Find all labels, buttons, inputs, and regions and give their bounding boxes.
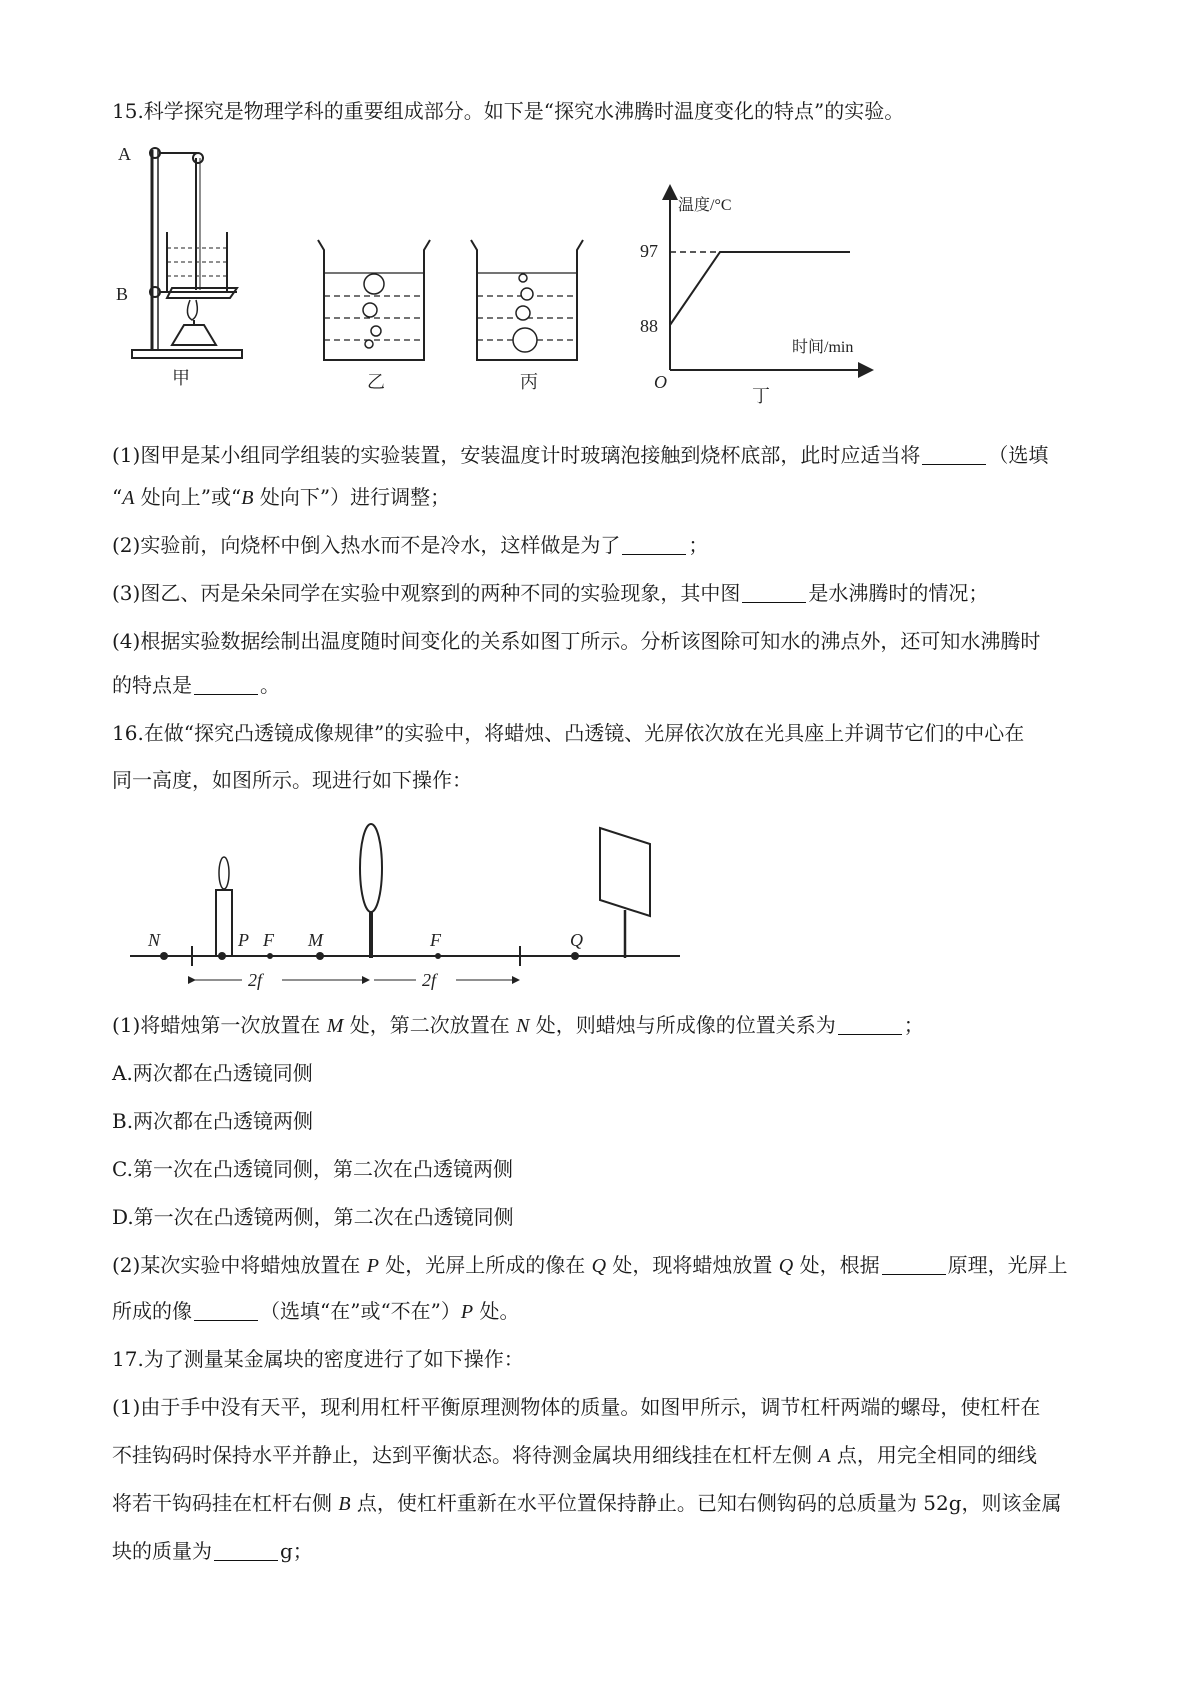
answer-blank-15-3[interactable] (742, 582, 806, 603)
q16-option-d[interactable]: D.第一次在凸透镜两侧，第二次在凸透镜同侧 (112, 1205, 514, 1229)
label-2f-left: 2f (248, 970, 263, 990)
graph-y-label: 温度/°C (678, 197, 732, 214)
label-a: A (118, 144, 131, 164)
figure-yi-beaker (312, 240, 442, 390)
label-b: B (116, 284, 129, 304)
convex-lens (360, 824, 382, 912)
q17-part1-line4: 块的质量为 g； (112, 1539, 313, 1563)
graph-temperature-line (670, 252, 850, 325)
answer-blank-15-1[interactable] (922, 444, 986, 465)
q17-part1-line2: 不挂钩码时保持水平并静止，达到平衡状态。将待测金属块用细线挂在杠杆左侧 A 点，用完全相同的细线 (112, 1443, 1037, 1467)
label-q: Q (570, 930, 583, 950)
answer-blank-17-1[interactable] (214, 1540, 278, 1561)
graph-tick-88: 88 (640, 316, 658, 336)
label-yi: 乙 (367, 372, 385, 392)
label-2f-right: 2f (422, 970, 437, 990)
q15-part1-line2: “A 处向上”或“B 处向下”）进行调整； (112, 485, 451, 509)
figure-jia-apparatus (112, 140, 262, 390)
candle (216, 890, 232, 956)
graph-tick-97: 97 (640, 241, 658, 261)
q16-option-b[interactable]: B.两次都在凸透镜两侧 (112, 1109, 314, 1133)
figure-optical-bench (130, 818, 690, 998)
q15-part2: (2)实验前，向烧杯中倒入热水而不是冷水，这样做是为了 ； (112, 533, 709, 557)
q15-part1-line1: (1)图甲是某小组同学组装的实验装置，安装温度计时玻璃泡接触到烧杯底部，此时应适当将 （选填 (112, 443, 1049, 467)
q17-stem: 17.为了测量某金属块的密度进行了如下操作： (112, 1347, 524, 1371)
answer-blank-16-3[interactable] (194, 1300, 258, 1321)
label-ding: 丁 (752, 386, 770, 406)
q17-part1-line1: (1)由于手中没有天平，现利用杠杆平衡原理测物体的质量。如图甲所示，调节杠杆两端的螺母，使杠杆在 (112, 1395, 1041, 1419)
q16-option-a[interactable]: A.两次都在凸透镜同侧 (112, 1061, 313, 1085)
q16-part1: (1)将蜡烛第一次放置在 M 处，第二次放置在 N 处，则蜡烛与所成像的位置关系为 ； (112, 1013, 924, 1037)
light-screen (600, 828, 650, 916)
q15-part3: (3)图乙、丙是朵朵同学在实验中观察到的两种不同的实验现象，其中图 是水沸腾时的情况； (112, 581, 989, 605)
label-f-right: F (430, 930, 441, 950)
answer-blank-15-4[interactable] (194, 674, 258, 695)
candle-flame (219, 857, 229, 889)
answer-blank-16-1[interactable] (838, 1014, 902, 1035)
q16-option-c[interactable]: C.第一次在凸透镜同侧，第二次在凸透镜两侧 (112, 1157, 513, 1181)
figure-ding-graph (640, 180, 880, 410)
q16-stem-line1: 16.在做“探究凸透镜成像规律”的实验中，将蜡烛、凸透镜、光屏依次放在光具座上并调节它们的中心在 (112, 721, 1025, 745)
answer-blank-16-2[interactable] (882, 1254, 946, 1275)
figure-bing-beaker (465, 240, 595, 390)
q16-stem-line2: 同一高度，如图所示。现进行如下操作： (112, 768, 472, 792)
q15-part4-line2: 的特点是 。 (112, 673, 280, 697)
q16-part2-line2: 所成的像 （选填“在”或“不在”）P 处。 (112, 1299, 520, 1323)
graph-origin: O (654, 372, 667, 392)
q17-part1-line3: 将若干钩码挂在杠杆右侧 B 点，使杠杆重新在水平位置保持静止。已知右侧钩码的总质量为 52g，则该金属 (112, 1491, 1062, 1515)
label-n: N (148, 930, 161, 950)
answer-blank-15-2[interactable] (622, 534, 686, 555)
label-jia: 甲 (172, 368, 190, 388)
label-f-left: F (263, 930, 274, 950)
graph-x-label: 时间/min (792, 339, 854, 356)
label-bing: 丙 (520, 372, 538, 392)
q16-part2-line1: (2)某次实验中将蜡烛放置在 P 处，光屏上所成的像在 Q 处，现将蜡烛放置 Q 处，根据 原理，光屏上 (112, 1253, 1068, 1277)
q15-part4-line1: (4)根据实验数据绘制出温度随时间变化的关系如图丁所示。分析该图除可知水的沸点外，还可知水沸腾时 (112, 629, 1041, 653)
label-p: P (238, 930, 249, 950)
q15-stem: 15.科学探究是物理学科的重要组成部分。如下是“探究水沸腾时温度变化的特点”的实验。 (112, 99, 905, 123)
label-m: M (308, 930, 323, 950)
